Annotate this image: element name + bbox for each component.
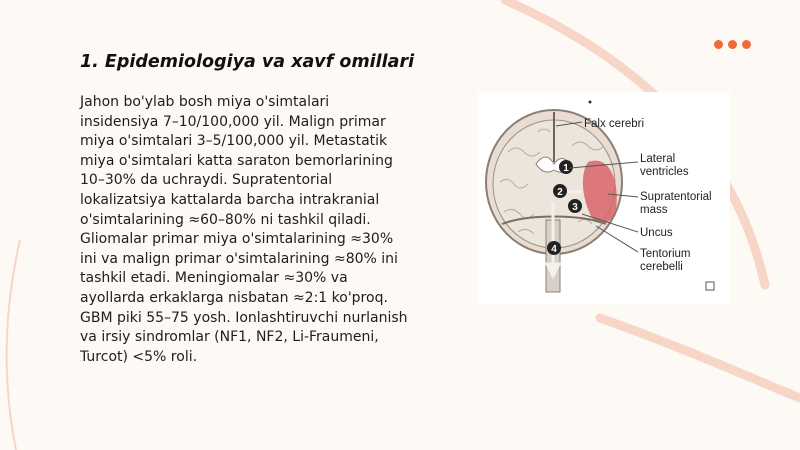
label-lateral: Lateral bbox=[640, 153, 676, 165]
label-uncus: Uncus bbox=[640, 227, 673, 239]
slide-title: 1. Epidemiologiya va xavf omillari bbox=[80, 52, 415, 72]
dot-mark bbox=[589, 101, 592, 104]
brain-herniation-diagram bbox=[478, 92, 730, 304]
label-tentorium: Tentorium bbox=[640, 248, 691, 260]
marker-2-text: 2 bbox=[557, 187, 563, 198]
marker-1-text: 1 bbox=[563, 163, 569, 174]
label-cerebelli: cerebelli bbox=[640, 261, 683, 273]
label-mass: mass bbox=[640, 204, 668, 216]
marker-4-text: 4 bbox=[551, 244, 557, 255]
marker-3-text: 3 bbox=[572, 202, 578, 213]
slide-body-text: Jahon bo'ylab bosh miya o'simtalari insidensiya 7–10/100,000 yil. Malign primar miya o'simtalari 3–5/100,000 yil. Metastatik miya o'simtalari katta saraton bemorlarining 10–30% da uchraydi. Supratentorial lokalizatsiya kattalarda barcha intrakranial o'simtalarining ≈60–80% ni tashkil qiladi. Gliomalar primar miya o'simtalarining ≈30% ini va malign primar o'simtalarining ≈80% ini tashkil etadi. Meningiomalar ≈30% va ayollarda erkaklarga nisbatan ≈2:1 ko'proq. GBM piki 55–75 yosh. Ionlashtiruvchi nurlanish va irsiy sindromlar (NF1, NF2, Li-Fraumeni, Turcot) <5% roli. bbox=[80, 94, 408, 365]
label-ventricles: ventricles bbox=[640, 166, 689, 178]
accent-dot bbox=[728, 40, 737, 49]
accent-dot bbox=[742, 40, 751, 49]
label-supratentorial: Supratentorial bbox=[640, 191, 712, 203]
accent-dots bbox=[714, 40, 751, 49]
label-falx-cerebri: Falx cerebri bbox=[584, 118, 645, 130]
accent-dot bbox=[714, 40, 723, 49]
